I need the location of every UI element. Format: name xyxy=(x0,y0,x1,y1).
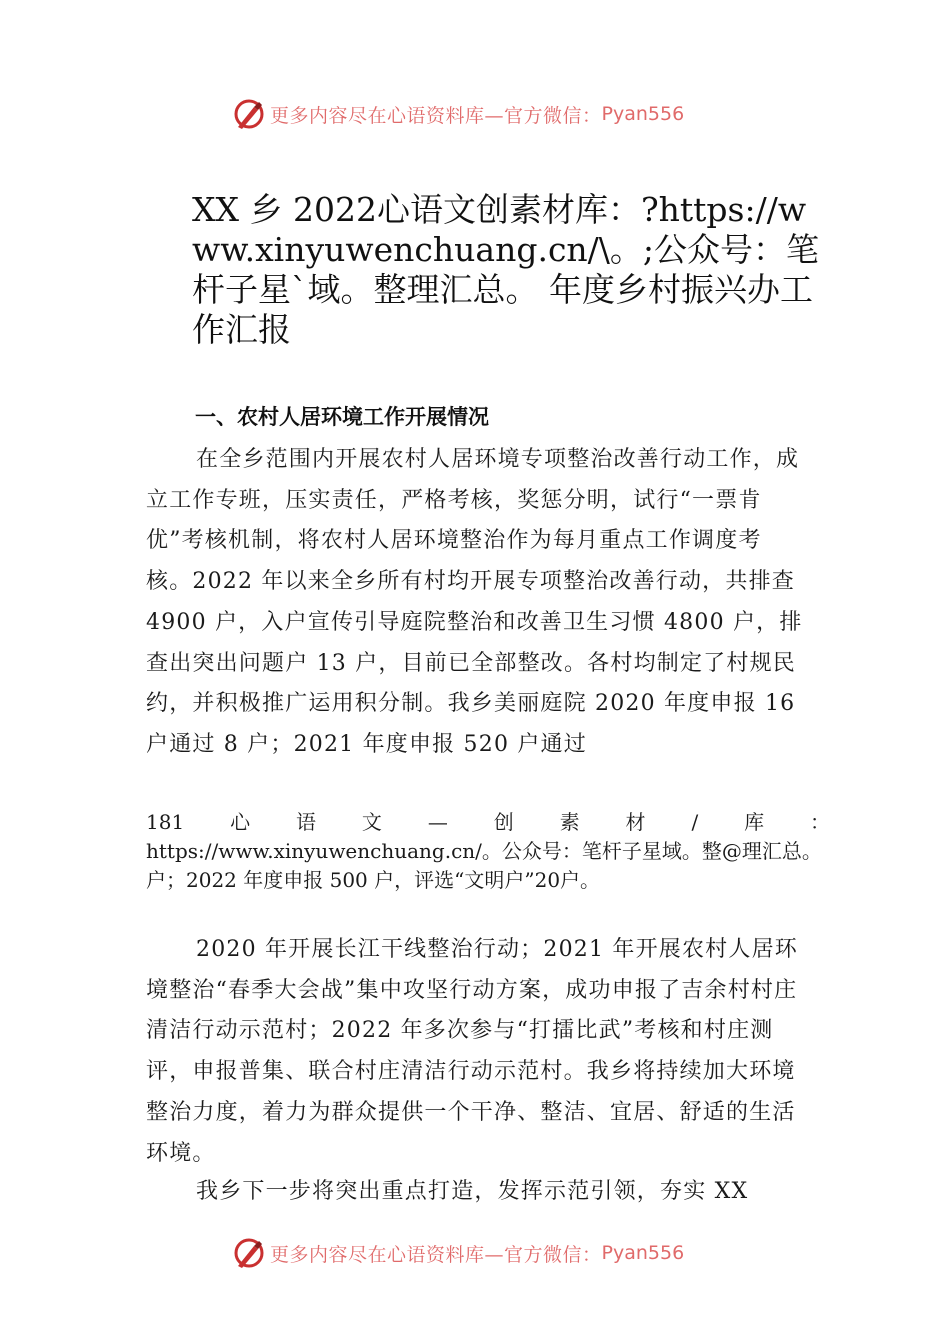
spaced-char: 心 xyxy=(230,810,251,834)
spaced-char: ： xyxy=(810,810,830,834)
spaced-char: 文 xyxy=(361,810,382,834)
pen-logo-icon xyxy=(232,97,266,131)
watermark-text: 更多内容尽在心语资料库—官方微信： xyxy=(270,104,602,127)
spaced-char: 库 xyxy=(744,810,765,834)
paragraph-1: 在全乡范围内开展农村人居环境专项整治改善行动工作，成立工作专班，压实责任，严格考核，奖惩分明，试行“一票肯优”考核机制，将农村人居环境整治作为每月重点工作调度考核。2022 年以来全乡所有村均开展专项整治改善行动，共排查 4900 户，入户宣传引导庭院整治和改善卫生习惯 4800 户，排查出突出问题户 13 户，目前已全部整改。各村均制定了村规民约，并积极推广运用积分制。我乡美丽庭院 2020 年度申报 16 户通过 8 户；2021 年度申报 520 户通过 xyxy=(146,447,803,757)
spaced-char: 素 xyxy=(559,810,580,834)
spaced-char: 创 xyxy=(493,810,514,834)
section-heading: 一、农村人居环境工作开展情况 xyxy=(195,405,489,429)
mixed-text: https://www.xinyuwenchuang.cn/。公众号：笔杆子星域。整@理汇总。户；2022 年度申报 500 户，评选“文明户”20户。 xyxy=(146,839,822,892)
document-title: XX 乡 2022心语文创素材库：?https://www.xinyuwenchuang.cn/\。;公众号：笔杆子星`域。整理汇总。 年度乡村振兴办工作汇报 xyxy=(192,190,820,349)
paragraph-2: 2020 年开展长江干线整治行动；2021 年开展农村人居环境整治“春季大会战”集中攻坚行动方案，成功申报了吉余村村庄清洁行动示范村；2022 年多次参与“打擂比武”考核和村庄测评，申报普集、联合村庄清洁行动示范村。我乡将持续加大环境整治力度，着力为群众提供一个干净、整洁、宜居、舒适的生活环境。 xyxy=(146,937,798,1166)
watermark-banner-top xyxy=(232,97,684,131)
watermark-text: 更多内容尽在心语资料库—官方微信： xyxy=(270,1243,602,1266)
spaced-char: 材 xyxy=(625,810,646,834)
paragraph-3: 我乡下一步将突出重点打造，发挥示范引领，夯实 XX xyxy=(196,1179,749,1204)
watermark-wechat-id: Pyan556 xyxy=(601,103,685,125)
pen-logo-icon xyxy=(232,1236,266,1270)
spaced-line xyxy=(146,808,830,837)
watermark-banner-bottom xyxy=(232,1236,684,1270)
watermark-wechat-id: Pyan556 xyxy=(601,1242,685,1264)
spaced-char: — xyxy=(427,810,448,834)
spaced-char: / xyxy=(691,810,699,834)
spaced-char: 181 xyxy=(146,810,185,834)
watermark-inline-block xyxy=(146,808,830,895)
spaced-char: 语 xyxy=(296,810,316,834)
